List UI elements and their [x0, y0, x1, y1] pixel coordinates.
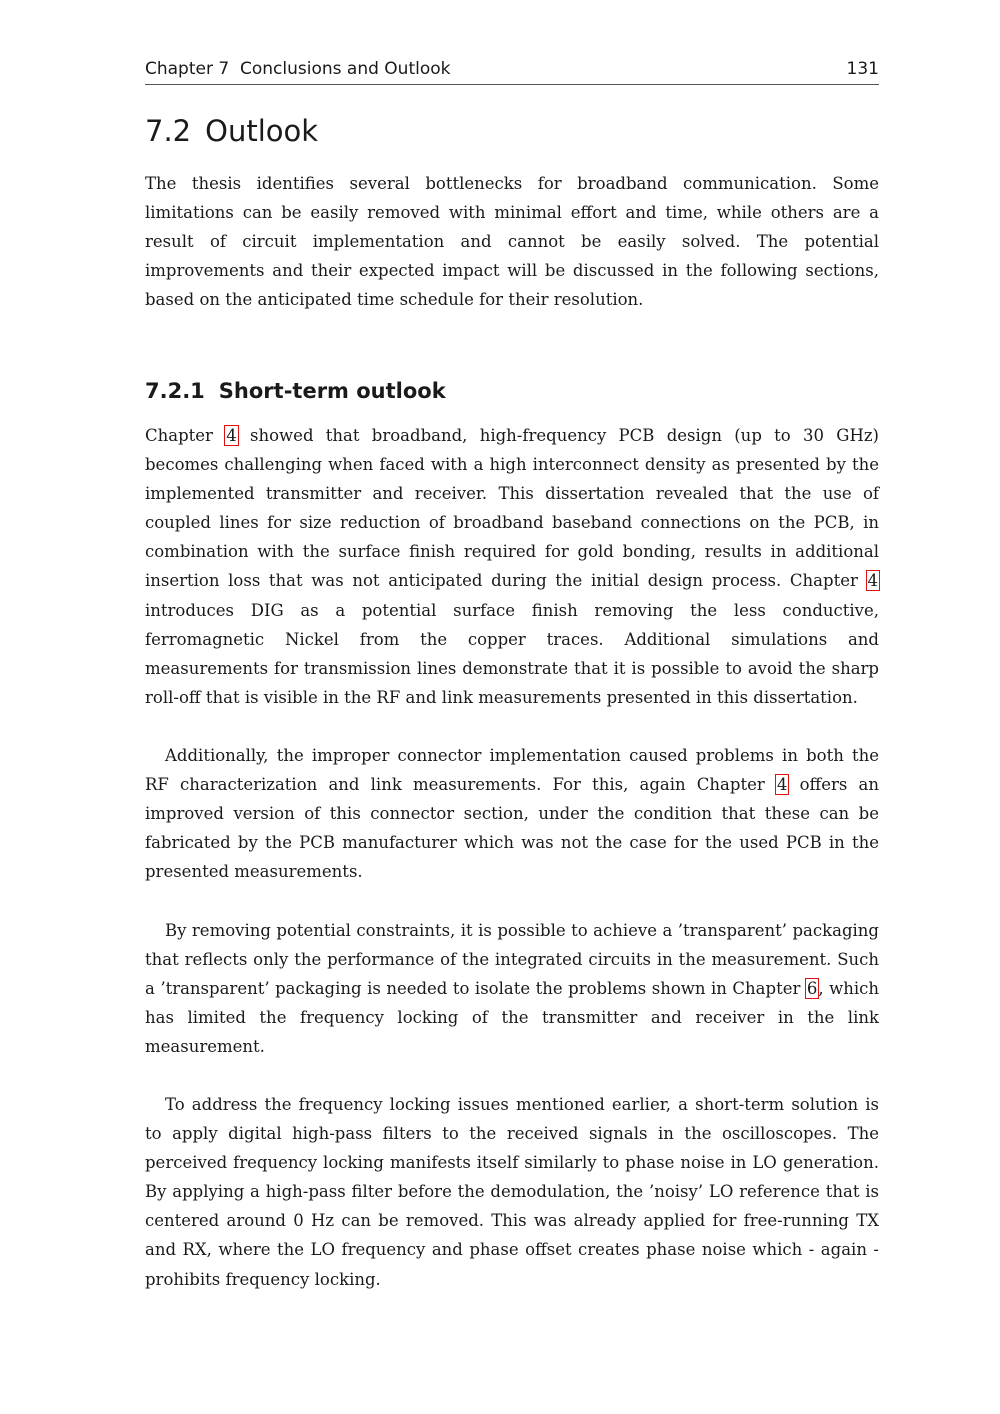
- paragraph-text: offers an improved version of this connector section, under the condition that these can be fabricated by the PCB manufacturer which was not the case for the used PCB in the presented measurements.: [145, 775, 880, 882]
- paragraph-text: , which has limited the frequency locking of the transmitter and receiver in the link measurement.: [145, 979, 879, 1057]
- paragraph-text: Chapter: [145, 426, 226, 445]
- paragraph-text: showed that broadband, high-frequency PCB design (up to 30 GHz) becomes challenging when faced with a high interconnect density as presented by the implemented transmitter and receiver. This dissertation revealed that the use of coupled lines for size reduction of broadband baseband connections on the PCB, in combination with the surface finish required for gold bonding, results in additional insertion loss that was not anticipated during the initial design process. Chapter: [145, 426, 879, 591]
- running-header: [145, 56, 879, 85]
- subsection-number: 7.2.1: [145, 379, 205, 403]
- running-header-chapter: Chapter 7 Conclusions and Outlook: [145, 59, 451, 79]
- paragraph-text: By removing potential constraints, it is possible to achieve a ’transparent’ packaging that reflects only the performance of the integrated circuits in the measurement. Such a ’transparent’ packaging is needed to isolate the problems shown in Chapter: [145, 921, 879, 999]
- subsection-heading: [145, 375, 446, 407]
- paragraph-transparent-packaging: [145, 916, 879, 1061]
- chapter-reference-link[interactable]: 4: [226, 426, 237, 445]
- chapter-reference-link[interactable]: 6: [806, 979, 818, 999]
- paragraph-connector: [145, 741, 879, 886]
- paragraph-frequency-locking: To address the frequency locking issues mentioned earlier, a short-term solution is to apply digital high-pass filters to the received signals in the oscilloscopes. The perceived frequency locking manifests itself similarly to phase noise in LO generation. By applying a high-pass filter before the demodulation, the ’noisy’ LO reference that is centered around 0 Hz can be removed. This was already applied for free-running TX and RX, where the LO frequency and phase offset creates phase noise which - again - prohibits frequency locking.: [145, 1095, 879, 1289]
- section-title: Outlook: [205, 114, 319, 148]
- subsection-title: Short-term outlook: [218, 379, 446, 403]
- page-number: 131: [846, 59, 879, 79]
- section-number: 7.2: [145, 114, 192, 148]
- chapter-reference-link[interactable]: 4: [776, 775, 788, 795]
- paragraph-pcb-design: [145, 421, 879, 712]
- section-heading: [145, 112, 318, 150]
- paragraph-text: introduces DIG as a potential surface finish removing the less conductive, ferromagnetic Nickel from the copper traces. Additional simulations and measurements for transmission lines demonstrate that it is possible to avoid the sharp roll-off that is visible in the RF and link measurements presented in this dissertation.: [145, 600, 879, 707]
- paragraph-text: Additionally, the improper connector implementation caused problems in both the RF characterization and link measurements. For this, again Chapter: [145, 746, 879, 795]
- chapter-reference-link[interactable]: 4: [867, 571, 878, 591]
- section-intro-paragraph: The thesis identifies several bottlenecks for broadband communication. Some limitations can be easily removed with minimal effort and time, while others are a result of circuit implementation and cannot be easily solved. The potential improvements and their expected impact will be discussed in the following sections, based on the anticipated time schedule for their resolution.: [145, 174, 879, 310]
